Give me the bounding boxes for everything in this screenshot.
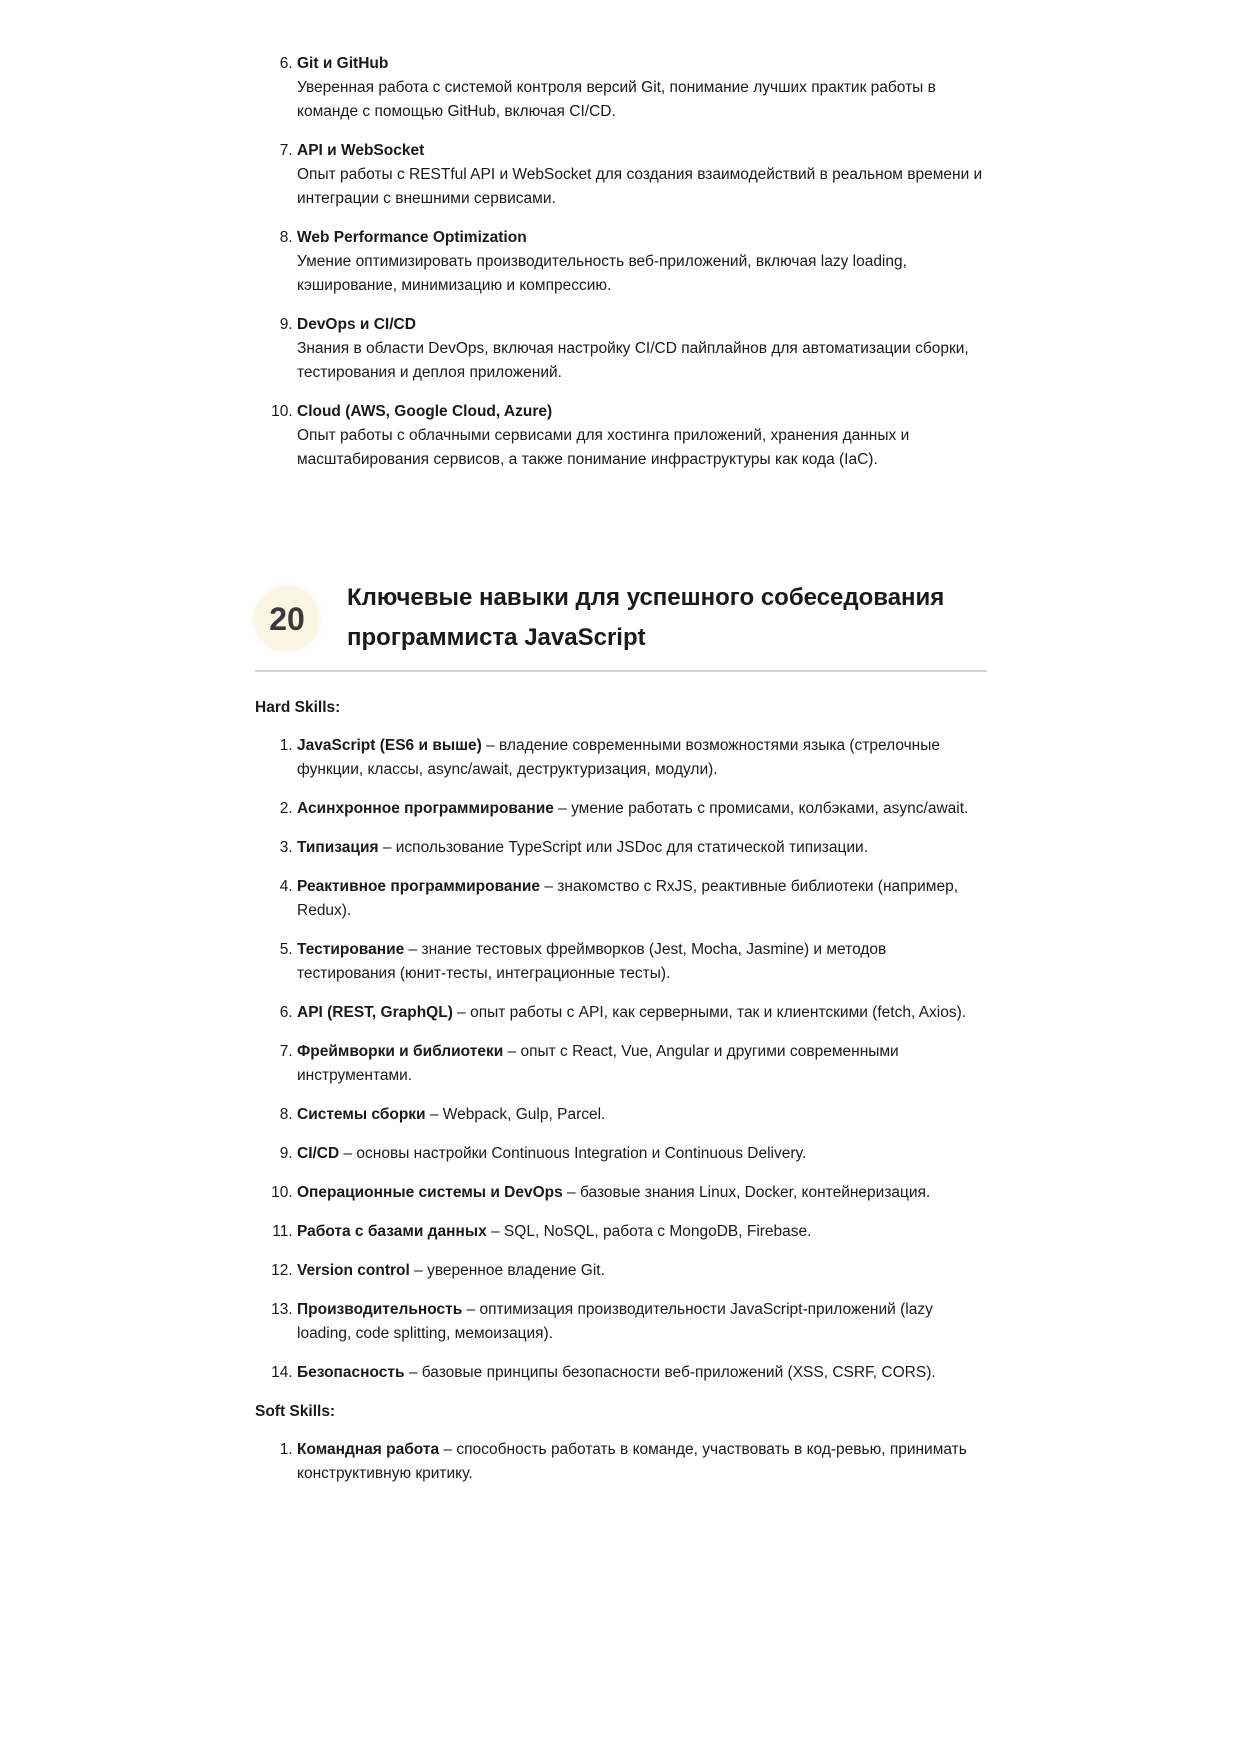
item-title: Cloud (AWS, Google Cloud, Azure) xyxy=(297,403,553,420)
item-title: Version control xyxy=(297,1262,410,1279)
item-title: Работа с базами данных xyxy=(297,1223,487,1240)
list-item xyxy=(297,1361,987,1385)
list-item xyxy=(297,875,987,923)
item-description: – владение современными возможностями языка (стрелочные функции, классы, async/await, деструктуризация, модули). xyxy=(297,737,941,778)
hard-skills-heading: Hard Skills: xyxy=(255,699,341,716)
item-title: Операционные системы и DevOps xyxy=(297,1184,563,1201)
item-title: Реактивное программирование xyxy=(297,878,541,895)
list-item xyxy=(297,313,987,385)
item-description: – SQL, NoSQL, работа с MongoDB, Firebase. xyxy=(486,1223,812,1240)
item-title: Фреймворки и библиотеки xyxy=(297,1043,504,1060)
list-item xyxy=(297,400,987,472)
article-content xyxy=(255,52,987,1501)
item-title: Типизация xyxy=(297,839,379,856)
list-item xyxy=(297,1001,987,1025)
item-description: – опыт работы с API, как серверными, так и клиентскими (fetch, Axios). xyxy=(452,1004,967,1021)
item-title: DevOps и CI/CD xyxy=(297,316,416,333)
list-item xyxy=(297,1220,987,1244)
item-description: Уверенная работа с системой контроля версий Git, понимание лучших практик работы в команде с помощью GitHub, включая CI/CD. xyxy=(297,79,936,120)
item-description: Опыт работы с облачными сервисами для хостинга приложений, хранения данных и масштабирования сервисов, а также понимание инфраструктуры как кода (IaC). xyxy=(297,427,910,468)
list-item xyxy=(297,938,987,986)
list-item xyxy=(297,1259,987,1283)
list-item xyxy=(297,836,987,860)
item-description: – оптимизация производительности JavaScript-приложений (lazy loading, code splitting, мемоизация). xyxy=(297,1301,933,1342)
hard-skills-list xyxy=(255,734,987,1385)
item-title: Web Performance Optimization xyxy=(297,229,527,246)
item-description: Знания в области DevOps, включая настройку CI/CD пайплайнов для автоматизации сборки, тестирования и деплоя приложений. xyxy=(297,340,969,381)
item-title: CI/CD xyxy=(297,1145,340,1162)
item-title: Командная работа xyxy=(297,1441,440,1458)
item-description: – знание тестовых фреймворков (Jest, Mocha, Jasmine) и методов тестирования (юнит-тесты, интеграционные тесты). xyxy=(297,941,887,982)
item-title: Git и GitHub xyxy=(297,55,389,72)
item-description: – знакомство с RxJS, реактивные библиотеки (например, Redux). xyxy=(297,878,958,919)
section-number-badge: 20 xyxy=(255,587,319,651)
list-item xyxy=(297,1181,987,1205)
item-description: – базовые принципы безопасности веб-приложений (XSS, CSRF, CORS). xyxy=(404,1364,936,1381)
list-item xyxy=(297,1438,987,1486)
item-description: – умение работать с промисами, колбэками, async/await. xyxy=(553,800,969,817)
item-title: Асинхронное программирование xyxy=(297,800,554,817)
list-item xyxy=(297,797,987,821)
item-description: – основы настройки Continuous Integration и Continuous Delivery. xyxy=(339,1145,807,1162)
section-header xyxy=(255,584,987,672)
list-item xyxy=(297,734,987,782)
list-item xyxy=(297,1142,987,1166)
item-description: – уверенное владение Git. xyxy=(409,1262,605,1279)
list-item xyxy=(297,226,987,298)
item-title: Производительность xyxy=(297,1301,463,1318)
soft-skills-list xyxy=(255,1438,987,1486)
section-title: Ключевые навыки для успешного собеседования программиста JavaScript xyxy=(347,584,945,651)
item-description: – опыт с React, Vue, Angular и другими современными инструментами. xyxy=(297,1043,899,1084)
list-item xyxy=(297,1040,987,1088)
list-item xyxy=(297,1103,987,1127)
item-title: Тестирование xyxy=(297,941,405,958)
soft-skills-heading: Soft Skills: xyxy=(255,1403,336,1420)
item-description: – способность работать в команде, участвовать в код-ревью, принимать конструктивную критику. xyxy=(297,1441,967,1482)
item-title: API (REST, GraphQL) xyxy=(297,1004,453,1021)
list-item xyxy=(297,52,987,124)
item-title: JavaScript (ES6 и выше) xyxy=(297,737,482,754)
item-description: – базовые знания Linux, Docker, контейнеризация. xyxy=(562,1184,931,1201)
top-skills-list xyxy=(255,52,987,472)
item-description: Опыт работы с RESTful API и WebSocket для создания взаимодействий в реальном времени и интеграции с внешними сервисами. xyxy=(297,166,983,207)
item-description: Умение оптимизировать производительность веб-приложений, включая lazy loading, кэширование, минимизацию и компрессию. xyxy=(297,253,907,294)
item-title: Безопасность xyxy=(297,1364,405,1381)
item-description: – использование TypeScript или JSDoc для статической типизации. xyxy=(378,839,869,856)
item-title: API и WebSocket xyxy=(297,142,425,159)
item-title: Системы сборки xyxy=(297,1106,426,1123)
item-description: – Webpack, Gulp, Parcel. xyxy=(425,1106,606,1123)
list-item xyxy=(297,139,987,211)
list-item xyxy=(297,1298,987,1346)
